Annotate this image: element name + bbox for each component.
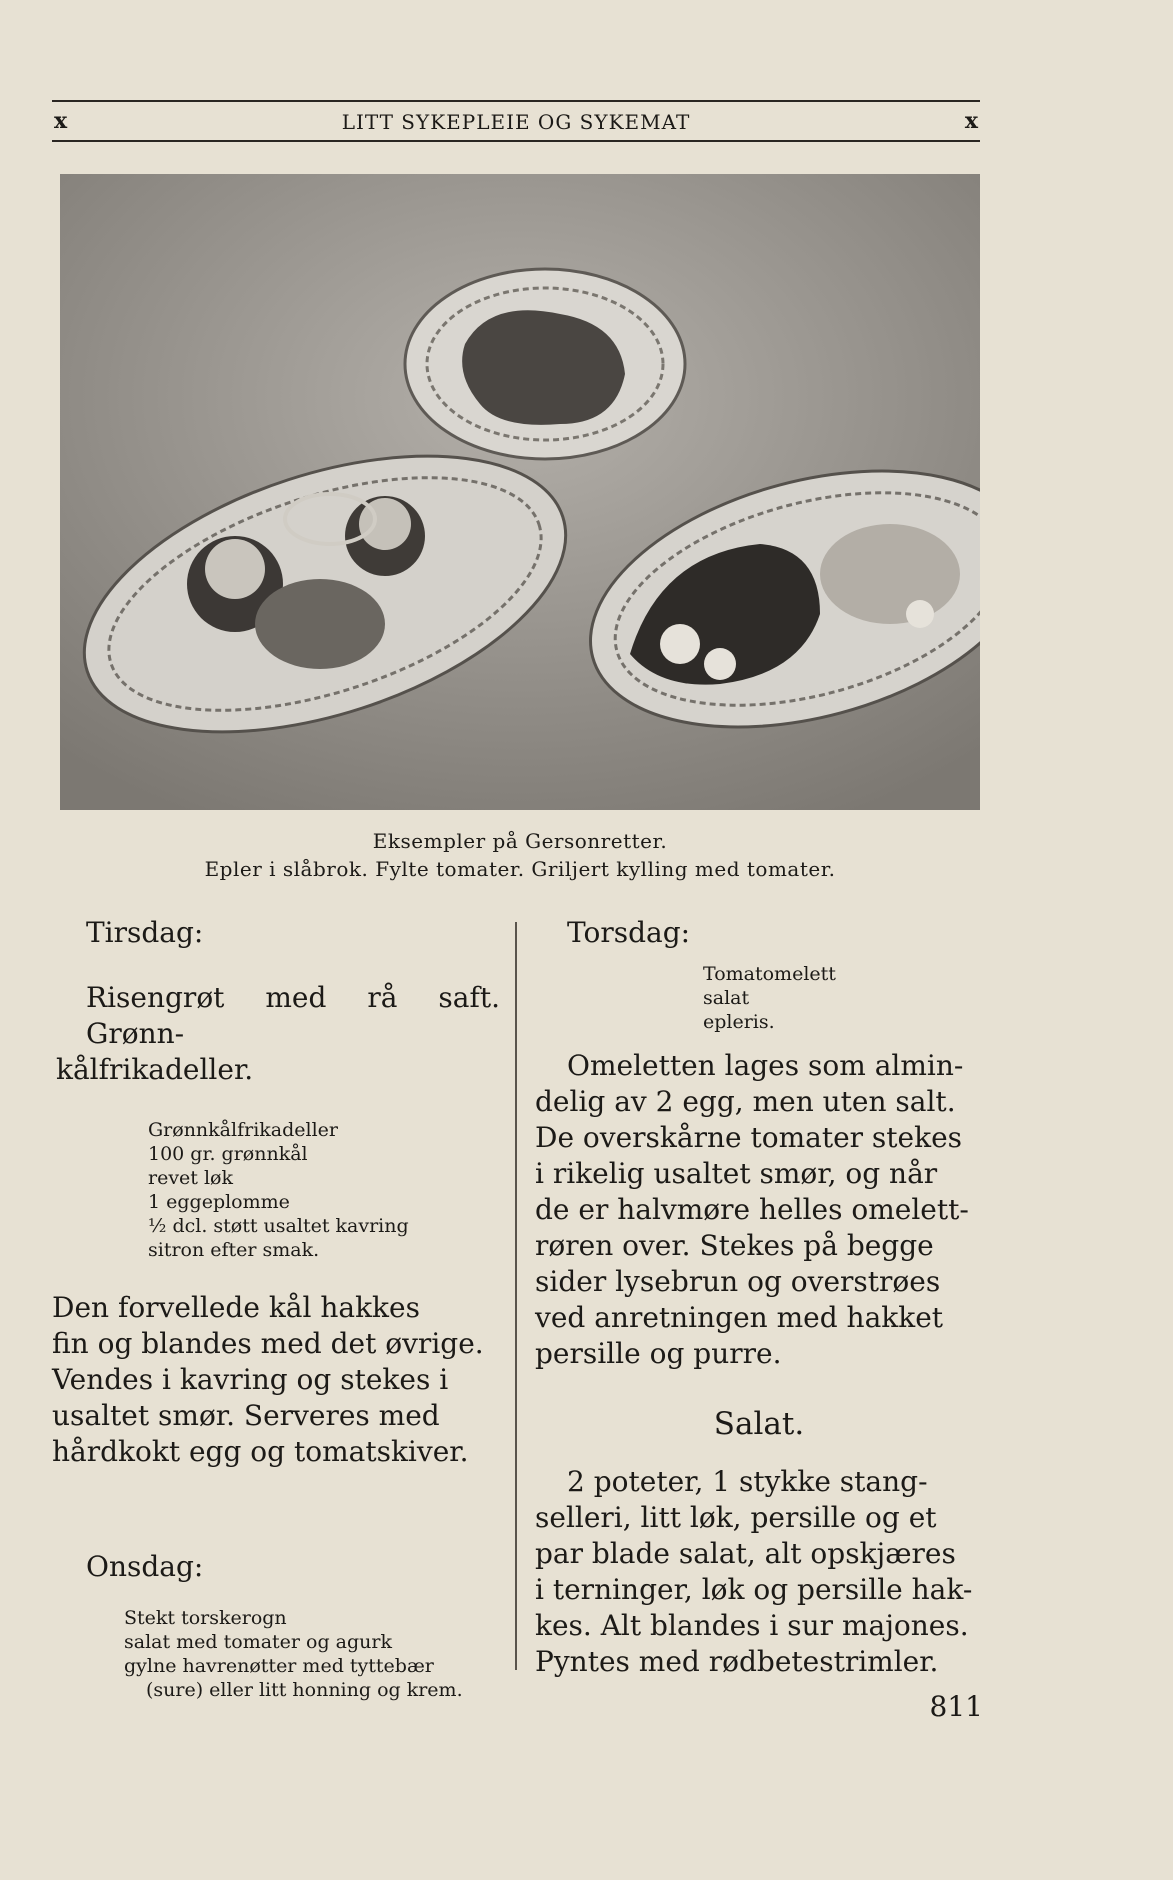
- day-heading-torsdag: Torsdag:: [567, 916, 691, 949]
- text-line: selleri, litt løk, persille og et: [535, 1501, 937, 1534]
- column-divider: [515, 922, 517, 1670]
- tirsdag-dish-line: kålfrikadeller.: [56, 1053, 254, 1086]
- day-heading-tirsdag: Tirsdag:: [86, 916, 204, 949]
- photo-caption-dishes: Epler i slåbrok. Fylte tomater. Griljert kylling med tomater.: [204, 857, 836, 881]
- photo-caption-title: Eksempler på Gersonretter.: [372, 829, 668, 853]
- right-column: [535, 916, 983, 1680]
- lemon-slice: [704, 648, 736, 680]
- text-line: de er halvmøre helles omelett-: [535, 1193, 969, 1226]
- menu-line: gylne havrenøtter med tyttebær: [124, 1655, 434, 1677]
- menu-line: (sure) eller litt honning og krem.: [146, 1679, 463, 1701]
- text-line: røren over. Stekes på begge: [535, 1229, 934, 1262]
- torsdag-menu: [703, 962, 983, 1034]
- text-line: hårdkokt egg og tomatskiver.: [52, 1435, 469, 1468]
- text-line: Den forvellede kål hakkes: [52, 1291, 420, 1324]
- text-line: sider lysebrun og overstrøes: [535, 1265, 941, 1298]
- tirsdag-dish-line: Risengrøt med rå saft. Grønn-: [86, 981, 500, 1050]
- day-heading-onsdag: Onsdag:: [86, 1550, 204, 1583]
- menu-line: salat med tomater og agurk: [124, 1631, 393, 1653]
- text-line: kes. Alt blandes i sur majones.: [535, 1609, 969, 1642]
- food-photograph: [60, 174, 980, 810]
- recipe-box: [148, 1118, 500, 1262]
- kale-patties: [255, 579, 385, 669]
- menu-line: salat: [703, 987, 750, 1009]
- text-line: Omeletten lages som almin-: [567, 1049, 964, 1082]
- running-title: LITT SYKEPLEIE OG SYKEMAT: [341, 110, 691, 134]
- header-right-ornament: x: [964, 108, 978, 134]
- onsdag-menu: [124, 1606, 500, 1702]
- menu-line: Stekt torskerogn: [124, 1607, 287, 1629]
- text-line: delig av 2 egg, men uten salt.: [535, 1085, 956, 1118]
- left-column: [52, 916, 500, 1702]
- salat-text: [535, 1464, 983, 1680]
- text-line: fin og blandes med det øvrige.: [52, 1327, 484, 1360]
- ingredient-line: 1 eggeplomme: [148, 1191, 290, 1213]
- header-left-ornament: x: [54, 108, 68, 134]
- menu-line: epleris.: [703, 1011, 775, 1033]
- text-line: persille og purre.: [535, 1337, 782, 1370]
- text-line: usaltet smør. Serveres med: [52, 1399, 440, 1432]
- text-line: i rikelig usaltet smør, og når: [535, 1157, 938, 1190]
- tirsdag-method: [52, 1290, 500, 1470]
- section-heading-salat: Salat.: [713, 1406, 805, 1442]
- text-line: Pyntes med rødbetestrimler.: [535, 1645, 939, 1678]
- ingredient-line: sitron efter smak.: [148, 1239, 320, 1261]
- ingredient-line: 100 gr. grønnkål: [148, 1143, 308, 1165]
- ingredient-line: ½ dcl. støtt usaltet kavring: [148, 1215, 409, 1237]
- torsdag-method: [535, 1048, 983, 1372]
- running-header: [52, 100, 980, 142]
- text-line: Vendes i kavring og stekes i: [52, 1363, 449, 1396]
- salad: [820, 524, 960, 624]
- text-line: De overskårne tomater stekes: [535, 1121, 963, 1154]
- page-number: 811: [929, 1690, 983, 1723]
- lemon-slice: [906, 600, 934, 628]
- ingredient-line: revet løk: [148, 1167, 234, 1189]
- text-line: ved anretningen med hakket: [535, 1301, 944, 1334]
- text-line: i terninger, løk og persille hak-: [535, 1573, 973, 1606]
- text-line: 2 poteter, 1 stykke stang-: [567, 1465, 928, 1498]
- text-line: par blade salat, alt opskjæres: [535, 1537, 956, 1570]
- menu-line: Tomatomelett: [703, 963, 836, 985]
- recipe-title: Grønnkålfrikadeller: [148, 1119, 339, 1141]
- lemon-slice: [660, 624, 700, 664]
